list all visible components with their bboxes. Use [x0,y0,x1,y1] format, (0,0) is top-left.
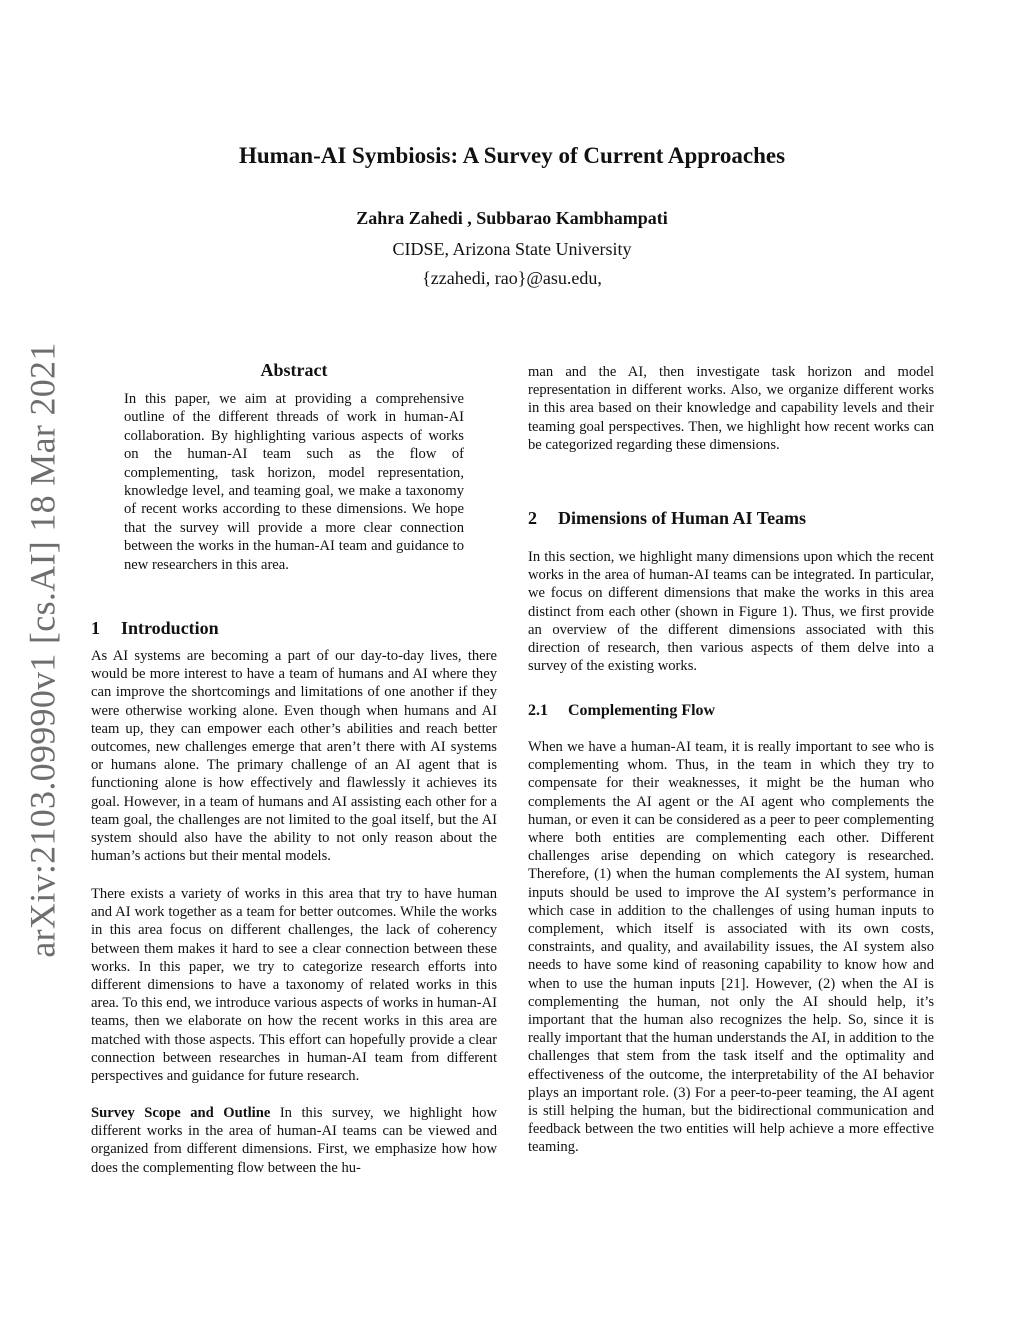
section-title: Introduction [121,618,219,638]
author-email: {zzahedi, rao}@asu.edu, [422,268,602,288]
survey-scope-paragraph [91,1104,497,1177]
subsection-number: 2.1 [528,702,548,719]
arxiv-identifier-stamp [22,342,64,958]
author-affiliation: CIDSE, Arizona State University [392,239,632,259]
abstract-heading: Abstract [260,360,328,380]
introduction-paragraph-1: As AI systems are becoming a part of our day-to-day lives, there would be more interest to have a team of humans and AI where they can improve the shortcomings and limitations of one another if they were otherwise working alone. Even though when humans and AI team up, they can empower each other’s abilities and reach better outcomes, new challenges emerge that aren’t there with AI systems or humans alone. The primary challenge of an AI agent that is functioning alone is how effectively and flawlessly it achieves its goal. However, in a team of humans and AI assisting each other for a team goal, the challenges are not limited to the goal itself, but the AI system should also have the ability to not only reason about the human’s actions but their mental models. [91,648,497,865]
dimensions-paragraph: In this section, we highlight many dimensions upon which the recent works in the area of human-AI teams can be integrated. In particular, we focus on different dimensions that make the works in this area distinct from each other (shown in Figure 1). Thus, we first provide an overview of the different dimensions associated with this direction of research, then various aspects of them delve into a survey of the existing works. [528,549,934,675]
section-dimensions-heading [528,508,806,529]
subsection-title: Complementing Flow [568,702,716,719]
introduction-paragraph-2: There exists a variety of works in this area that try to have human and AI work together as a team for better outcomes. While the works in this area focus on different challenges, the lack of coherency between them makes it hard to see a clear connection between these works. In this paper, we try to categorize research efforts into different dimensions to have a taxonomy of related works in this area. To this end, we introduce various aspects of works in human-AI teams, then we elaborate on how the recent works in this area are matched with those aspects. This effort can hopefully provide a clear connection between researches in human-AI team from different perspectives and guidance for future research. [91,886,497,1085]
survey-scope-runin-heading: Survey Scope and Outline [91,1105,271,1121]
survey-scope-text: In this survey, we highlight how different works in the area of human-AI teams can be viewed and organized from different dimensions. First, we emphasize how how does the complementing flow between the hu- [91,1105,497,1176]
section-number: 2 [528,508,537,528]
section-introduction-heading [91,618,219,639]
paper-title: Human-AI Symbiosis: A Survey of Current Approaches [238,143,786,168]
arxiv-identifier-text: arXiv:2103.09990v1 [cs.AI] 18 Mar 2021 [23,342,64,958]
introduction-continued-paragraph: man and the AI, then investigate task horizon and model representation in different works. Also, we organize different works in this area based on their knowledge and capability levels and their teaming goal perspectives. Then, we highlight how recent works can be categorized regarding these dimensions. [528,364,934,453]
complementing-flow-paragraph: When we have a human-AI team, it is really important to see who is complementing whom. Thus, in the team in which they try to compensate for their weaknesses, it might be the human who complements the AI agent or the AI agent who complements the human, or even it can be considered as a peer to peer complementing where both entities are complementing each other. Different challenges arise depending on which category is researched. Therefore, (1) when the human complements the AI system, human inputs should be used to improve the AI system’s performance in which case in addition to the challenges of using human inputs to complement, which itself is associated with its own costs, constraints, and quality, and availability issues, the AI system also needs to have some kind of reasoning capability to know how and when to use the human inputs [21]. However, (2) when the AI is complementing the human, not only the AI should help, it’s important that the human also recognizes the help. So, since it is really important that the human understands the AI, in addition to the challenges that stem from the task itself and the optimality and effectiveness of the outcome, the interpretability of the AI behavior plays an important role. (3) For a peer-to-peer teaming, the AI agent is still helping the human, but the bidirectional communication and feedback between the two entities will help achieve a more effective teaming. [528,739,934,1156]
section-number: 1 [91,618,100,638]
subsection-complementing-flow-heading [528,702,715,720]
section-title: Dimensions of Human AI Teams [558,508,807,528]
abstract-text: In this paper, we aim at providing a comprehensive outline of the different threads of work in human-AI collaboration. By highlighting various aspects of works on the human-AI team such as the flow of complementing, task horizon, model representation, knowledge level, and teaming goal, we make a taxonomy of recent works according to these dimensions. We hope that the survey will provide a more clear connection between the works in the human-AI team and guidance to new researchers in this area. [124,391,464,573]
author-names: Zahra Zahedi , Subbarao Kambhampati [356,208,668,228]
